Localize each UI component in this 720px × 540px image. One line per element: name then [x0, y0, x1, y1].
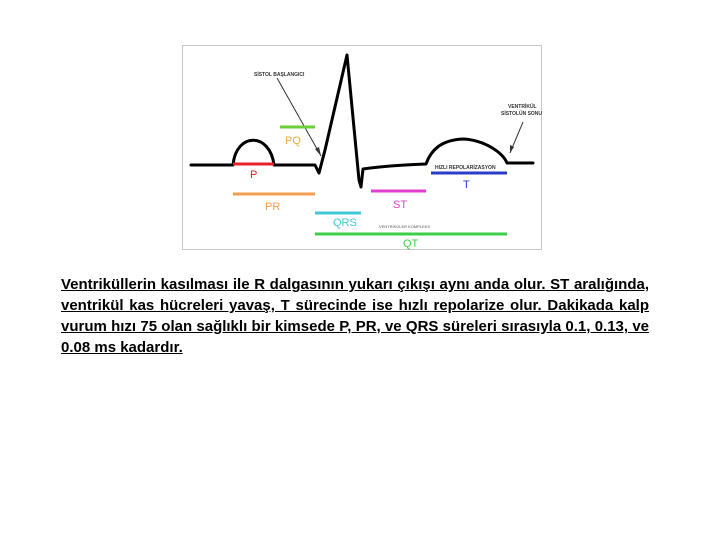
- caption-text: Ventriküllerin kasılması ile R dalgasının yukarı çıkışı aynı anda olur. ST aralığında, ventrikül kas hücreleri yavaş, T sürecinde ise hızlı repolarize olur. Dakikada kalp vurum hızı 75 olan sağlıklı bir kimsede P, PR, ve QRS süreleri sırasıyla 0.1, 0.13, ve 0.08 ms kadardır.: [61, 276, 649, 356]
- label-qt: QT: [403, 238, 419, 250]
- label-systole-start: SİSTOL BAŞLANGICI: [254, 72, 305, 78]
- label-fast-repolarization: HIZLI REPOLARİZASYON: [435, 165, 496, 171]
- systole-start-arrowhead: [315, 147, 321, 156]
- label-pr: PR: [265, 201, 281, 213]
- label-systole-end-line1: VENTRİKÜL: [508, 104, 537, 110]
- label-p: P: [250, 169, 258, 181]
- label-qrs: QRS: [333, 217, 357, 229]
- ecg-diagram: [182, 45, 542, 250]
- label-st: ST: [393, 199, 408, 211]
- label-systole-end-line2: SİSTOLÜN SONU: [501, 111, 543, 117]
- ecg-diagram-svg: [183, 46, 543, 251]
- label-pq: PQ: [285, 135, 301, 147]
- systole-end-arrowhead: [510, 145, 514, 153]
- label-ventricular-complex: VENTRİKÜLER KOMPLEKS: [379, 224, 431, 229]
- label-t: T: [463, 179, 470, 191]
